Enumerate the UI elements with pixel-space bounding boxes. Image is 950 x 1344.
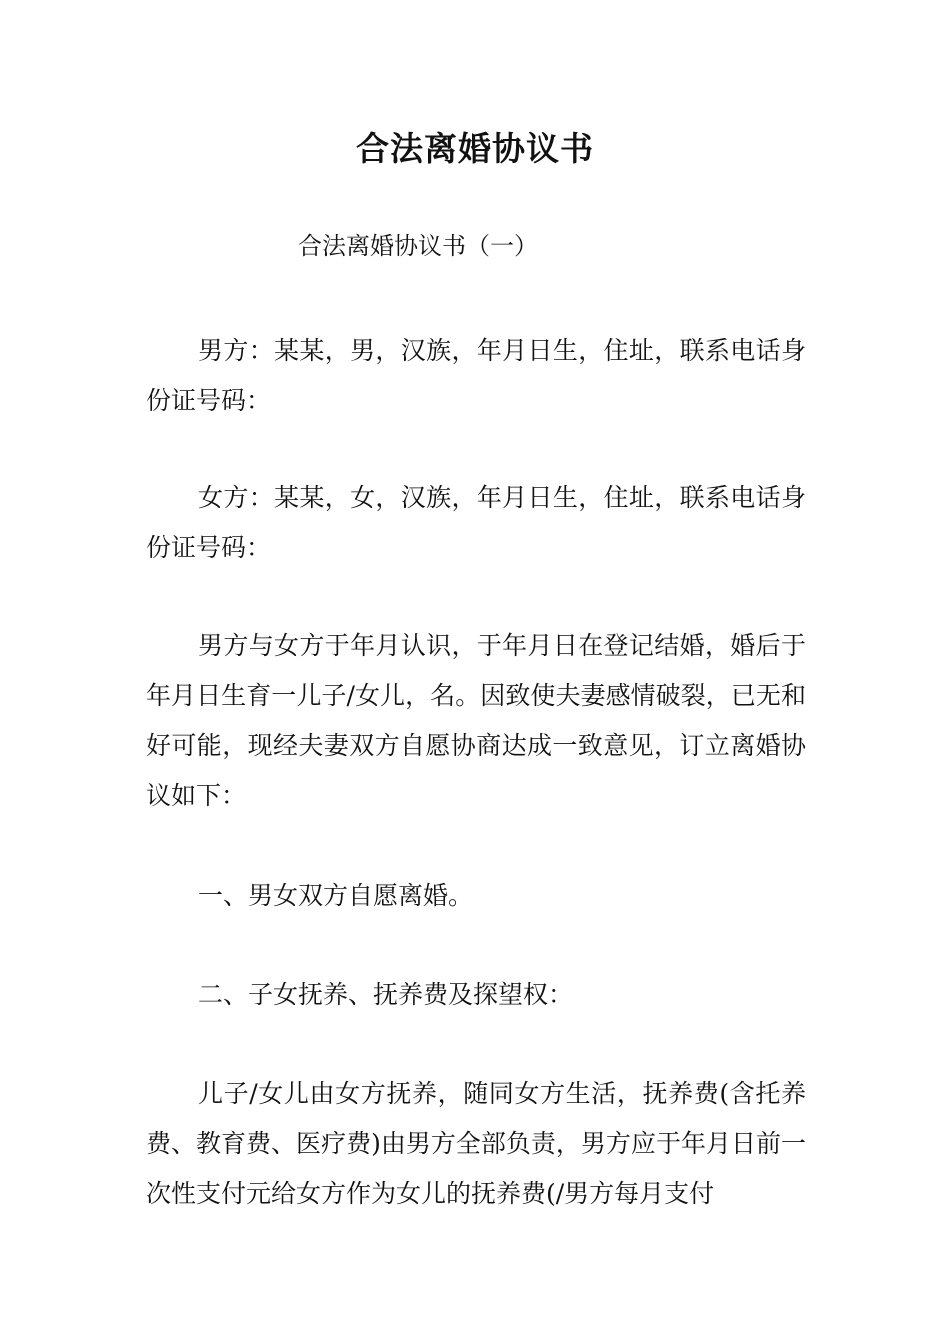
paragraph-child-support: 儿子/女儿由女方抚养，随同女方生活，抚养费(含托养费、教育费、医疗费)由男方全部负责，男方应于年月日前一次性支付元给女方作为女儿的抚养费(/男方每月支付 [146,1079,806,1208]
paragraph-female-party: 女方：某某，女，汉族，年月日生，住址，联系电话身份证号码： [146,483,806,562]
document-title: 合法离婚协议书 [356,129,594,168]
clause-one: 一、男女双方自愿离婚。 [198,881,474,910]
paragraph-background: 男方与女方于年月认识，于年月日在登记结婚，婚后于年月日生育一儿子/女儿，名。因致使夫妻感情破裂，已无和好可能，现经夫妻双方自愿协商达成一致意见，订立离婚协议如下： [146,631,806,810]
document-subtitle: 合法离婚协议书（一） [298,232,538,260]
clause-two-heading: 二、子女抚养、抚养费及探望权： [198,980,574,1009]
paragraph-male-party: 男方：某某，男，汉族，年月日生，住址，联系电话身份证号码： [146,336,806,415]
